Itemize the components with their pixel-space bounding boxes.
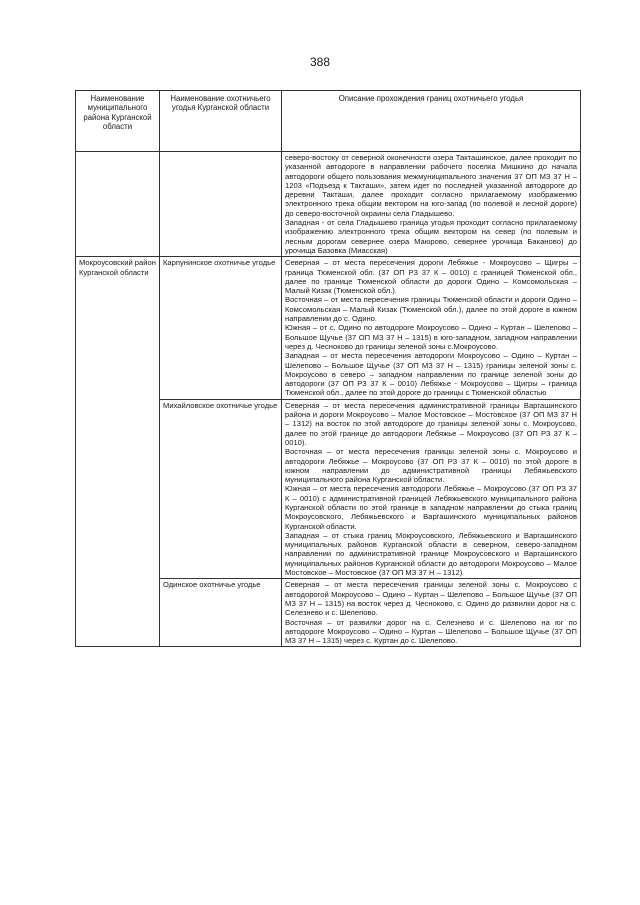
continuation-ground-cell	[160, 152, 282, 257]
table-row-continuation	[76, 152, 581, 257]
district-cell: Мокроусовский район Курганской области	[76, 257, 160, 647]
continuation-description-cell	[282, 152, 581, 257]
ground-description-cell	[282, 257, 581, 399]
ground-description-cell	[282, 399, 581, 579]
description-paragraph: Южная – от места пересечения автодороги Лебяжье – Мокроусово (37 ОП РЗ 37 К – 0010) с административной границей Лебяжьевского муниципального района Курганской области по этой границе в западном направлении до стыка границ Мокроусовского, Лебяжьевского и Варгашинского муниципальных районов Курганской области.	[285, 484, 577, 531]
description-paragraph: Восточная – от места пересечения границы Тюменской области и дороги Одино – Комсомольская – Малый Кизак (Тюменской обл.), далее по этой дороге в южном направлении до с. Одино.	[285, 295, 577, 324]
table-row-karpuninskoe	[76, 257, 581, 399]
header-ground: Наименование охотничьего угодья Курганской области	[160, 91, 282, 152]
description-paragraph: Западная – от места пересечения автодороги Мокроусово – Одино – Куртан – Шелепово – Большое Щучье (37 ОП МЗ 37 Н – 1315) границы зеленой зоны с. Мокроусово в северо – западном направлении по границе зеленой зоны до автодороги (37 ОП РЗ 37 К – 0010) Лебяжье - Мокроусово – Щигры – граница Тюменской обл., далее по этой дороге до границы с Тюменской областью	[285, 351, 577, 398]
ground-name-cell: Одинское охотничье угодье	[160, 579, 282, 647]
ground-name-cell: Михайловское охотничье угодье	[160, 399, 282, 579]
description-paragraph: Западная - от села Гладышево граница угодья проходит согласно прилагаемому изображению электронного трека общим вектором на север (по полевым и лесным дорогам севернее озера Маюрово, севернее урочища Бакановo) до урочища Базовка (Миасская)	[285, 218, 577, 255]
description-paragraph: северо-востоку от северной оконечности озера Такташинское, далее проходит по указанной автодороге в направлении рабочего поселка Мишкино до начала автодороги общего пользования межмуниципального значения 37 ОП МЗ 37 Н – 1203 «Подъезд к Такташи», затем идет по последней указанной автодороге до деревни Такташи, далее проходит согласно прилагаемому изображению электронного трека общим вектором на юго-запад (по полевой и лесной дороге) до северо-восточной окраины села Гладышево.	[285, 153, 577, 218]
boundaries-table	[75, 90, 581, 647]
header-district: Наименование муниципального района Курганской области	[76, 91, 160, 152]
description-paragraph: Северная – от места пересечения дороги Лебяжье - Мокроусово – Щигры – граница Тюменской обл. (37 ОП РЗ 37 К – 0010) с границей Тюменской обл., далее по границе Тюменской области до дороги Одино – Комсомольская – Малый Кизак (Тюменской обл.).	[285, 258, 577, 296]
description-paragraph: Северная – от места пересечения границы зеленой зоны с. Мокроусово с автодорогой Мокроусово – Одино – Куртан – Шелепово – Большое Щучье (37 ОП МЗ 37 Н – 1315) на восток через д. Чесноково, с. Одино до развилки дорог на с. Селезнево и с. Шелепово.	[285, 580, 577, 618]
continuation-district-cell	[76, 152, 160, 257]
ground-description-cell	[282, 579, 581, 647]
description-paragraph: Восточная – от места пересечения границы зеленой зоны с. Мокроусово и автодороги Лебяжье – Мокроусово (37 ОП РЗ 37 К – 0010) по этой дороге в южном направлении до административной границы Лебяжьевского муниципального района Курганской области.	[285, 447, 577, 485]
description-paragraph: Южная – от с. Одино по автодороге Мокроусово – Одино – Куртан – Шелепово – Большое Щучье (37 ОП МЗ 37 Н – 1315) в юго-западном, западном направлении через д. Чесноково до границы зеленой зоны с.Мокроусово.	[285, 323, 577, 351]
description-paragraph: Западная – от стыка границ Мокроусовского, Лебяжьевского и Варгашинского муниципальных районов Курганской области в северном, северо-западном направлении по административной границе Мокроусовского и Варгашинского муниципальных районов Курганской области до автодороги Мокроусово – Малое Мостовское – Мостовское (37 ОП МЗ 37 Н – 1312)	[285, 530, 577, 578]
description-paragraph: Северная – от места пересечения административной границы Варгашинского района и дороги Мокроусово – Малое Мостовское – Мостовское (37 ОП МЗ 37 Н – 1312) на восток по этой автодороге до границы зеленой зоны с. Мокроусово, далее по этой границе до автодороги Лебяжье – Мокроусово (37 ОП РЗ 37 К – 0010).	[285, 400, 577, 447]
header-description: Описание прохождения границ охотничьего угодья	[282, 91, 581, 152]
table-header-row	[76, 91, 581, 152]
ground-name-cell: Карпунинское охотничье угодье	[160, 257, 282, 399]
page-number: 388	[309, 55, 331, 69]
description-paragraph: Восточная – от развилки дорог на с. Селезнево и с. Шелепово на юг по автодороге Мокроусово – Одино – Куртан – Шелепово – Большое Щучье (37 ОП МЗ 37 Н – 1315) через с. Куртан до с. Шелепово.	[285, 617, 577, 646]
